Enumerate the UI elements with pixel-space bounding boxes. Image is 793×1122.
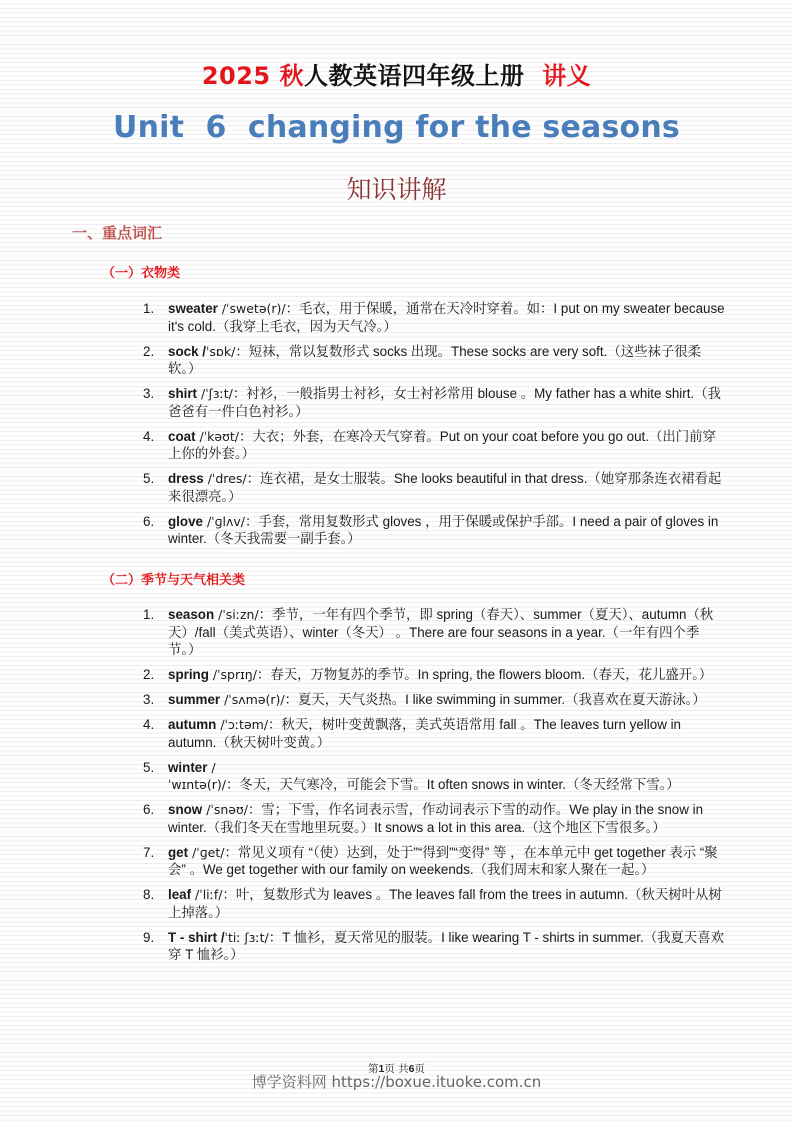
phonetic: /ˈsprɪŋ/ [208,667,257,682]
phonetic: /ˈliːf/ [191,887,223,902]
phonetic: /ˈwɪntə(r)/ [168,759,226,792]
item-number: 1. [143,607,155,622]
phonetic: /ˈswetə(r)/ [217,301,286,316]
section-heading-vocabulary: 一、重点词汇 [72,224,163,242]
vocab-item [143,300,725,335]
vocab-item [143,801,725,836]
vocab-list-clothing [143,300,725,555]
group-heading-clothing: （一）衣物类 [102,266,181,281]
phonetic: /ˈɡlʌv/ [202,513,246,529]
definition: ：衬衫，一般指男士衬衫，女士衬衫常用 blouse 。My father has a white shirt.（我爸爸有一件白色衬衫。） [168,386,721,419]
title-year: 2025 秋 [201,62,304,90]
vocab-list-seasons [143,606,725,971]
document-title [0,56,793,91]
phonetic: ˈsɒk/ [205,343,236,359]
definition: ：夏天，天气炎热。I like swimming in summer.（我喜欢在夏天游泳。） [284,692,706,707]
phonetic: /ˈkəʊt/ [195,428,239,444]
source-watermark: 博学资料网 https://boxue.ituoke.com.cn [251,1073,542,1091]
definition: ：大衣；外套，在寒冷天气穿着。Put on your coat before you go out.（出门前穿上你的外套。） [168,428,716,461]
definition: ：T 恤衫，夏天常见的服装。I like wearing T - shirts in summer.（我夏天喜欢穿 T 恤衫。） [168,929,725,962]
phonetic: ˈtiː ʃɜːt/ [224,929,269,945]
vocab-word: sock / [168,343,206,359]
title-course: 人教英语四年级上册 [303,62,525,90]
item-number: 2. [143,343,155,359]
page-suffix: 页 [414,1063,426,1075]
vocab-item [143,343,725,378]
title-type: 讲义 [542,62,592,90]
item-number: 7. [143,844,155,860]
page-current: 1 [378,1063,385,1075]
vocab-word: winter [168,759,208,775]
item-number: 2. [143,667,155,682]
item-number: 5. [143,759,155,775]
definition: ：雪；下雪，作名词表示雪，作动词表示下雪的动作。We play in the snow in winter.（我们冬天在雪地里玩耍。）It snows a lot in this area.（这个地区下雪很多。） [168,802,704,835]
phonetic: /ˈsʌmə(r)/ [220,692,285,707]
definition: ：春天，万物复苏的季节。In spring, the flowers bloom.（春天，花儿盛开。） [256,667,713,682]
vocab-item [143,470,725,505]
phonetic: /ˈɔːtəm/ [216,717,269,732]
vocab-item [143,666,725,684]
item-number: 8. [143,887,155,902]
item-number: 6. [143,802,155,817]
section-subtitle: 知识讲解 [346,175,447,204]
vocab-item [143,759,725,794]
phonetic: /ˈsnəʊ/ [202,802,248,817]
definition: ：毛衣，用于保暖，通常在天冷时穿着。如：I put on my sweater because it's cold.（我穿上毛衣，因为天气冷。） [168,301,725,334]
vocab-item [143,428,725,463]
item-number: 4. [143,428,155,444]
item-number: 3. [143,692,155,707]
vocab-word: summer [168,692,221,707]
item-number: 6. [143,513,155,529]
vocab-word: sweater [168,301,218,316]
item-number: 5. [143,471,155,486]
vocab-word: season [168,607,215,622]
vocab-item [143,606,725,659]
definition: ：常见义项有 “（使）达到，处于”“得到”“变得” 等 ，在本单元中 get together 表示 “聚会” 。We get together with our family on weekends.（我们周末和家人聚在一起。） [168,844,718,877]
phonetic: /ˈɡet/ [188,844,225,860]
vocab-word: coat [168,428,196,444]
unit-title: Unit 6 changing for the seasons [113,110,680,145]
vocab-word: dress [168,471,204,486]
vocab-item [143,929,725,964]
phonetic: /ˈsiːzn/ [214,607,259,622]
item-number: 1. [143,301,155,316]
item-number: 4. [143,717,155,732]
vocab-item [143,716,725,751]
vocab-item [143,691,725,709]
vocab-word: get [168,844,189,860]
vocab-item [143,886,725,921]
item-number: 3. [143,386,155,401]
phonetic: /ˈdres/ [203,471,247,486]
vocab-word: autumn [168,717,217,732]
page-middle: 页 共 [384,1063,409,1075]
item-number: 9. [143,929,155,945]
page-prefix: 第 [367,1063,379,1075]
definition: ：秋天，树叶变黄飘落，美式英语常用 fall 。The leaves turn yellow in autumn.（秋天树叶变黄。） [168,717,682,750]
vocab-word: shirt [168,386,198,401]
vocab-item [143,844,725,879]
vocab-word: spring [168,667,209,682]
vocab-word: T - shirt / [168,929,225,945]
vocab-item [143,385,725,420]
definition: ：叶，复数形式为 leaves 。The leaves fall from the trees in autumn.（秋天树叶从树上掉落。） [168,887,722,920]
definition: ：季节，一年有四个季节，即 spring（春天）、summer（夏天）、autumn（秋天）/fall（美式英语）、winter（冬天） 。There are four seasons in a year.（一年有四个季节。） [168,607,714,657]
definition: ：连衣裙，是女士服装。She looks beautiful in that dress.（她穿那条连衣裙看起来很漂亮。） [168,471,722,504]
definition: ：冬天，天气寒冷，可能会下雪。It often snows in winter.（冬天经常下雪。） [225,777,680,792]
definition: ：手套，常用复数形式 gloves ，用于保暖或保护手部。I need a pair of gloves in winter.（冬天我需要一副手套。） [168,513,719,546]
vocab-word: snow [168,802,203,817]
definition: ：短袜，常以复数形式 socks 出现。These socks are very soft.（这些袜子很柔软。） [168,343,702,376]
page-total: 6 [408,1063,415,1075]
vocab-word: glove [168,513,203,529]
vocab-item [143,513,725,548]
phonetic: /ˈʃɜːt/ [197,386,233,401]
group-heading-seasons-weather: （二）季节与天气相关类 [102,573,246,588]
vocab-word: leaf [168,887,192,902]
